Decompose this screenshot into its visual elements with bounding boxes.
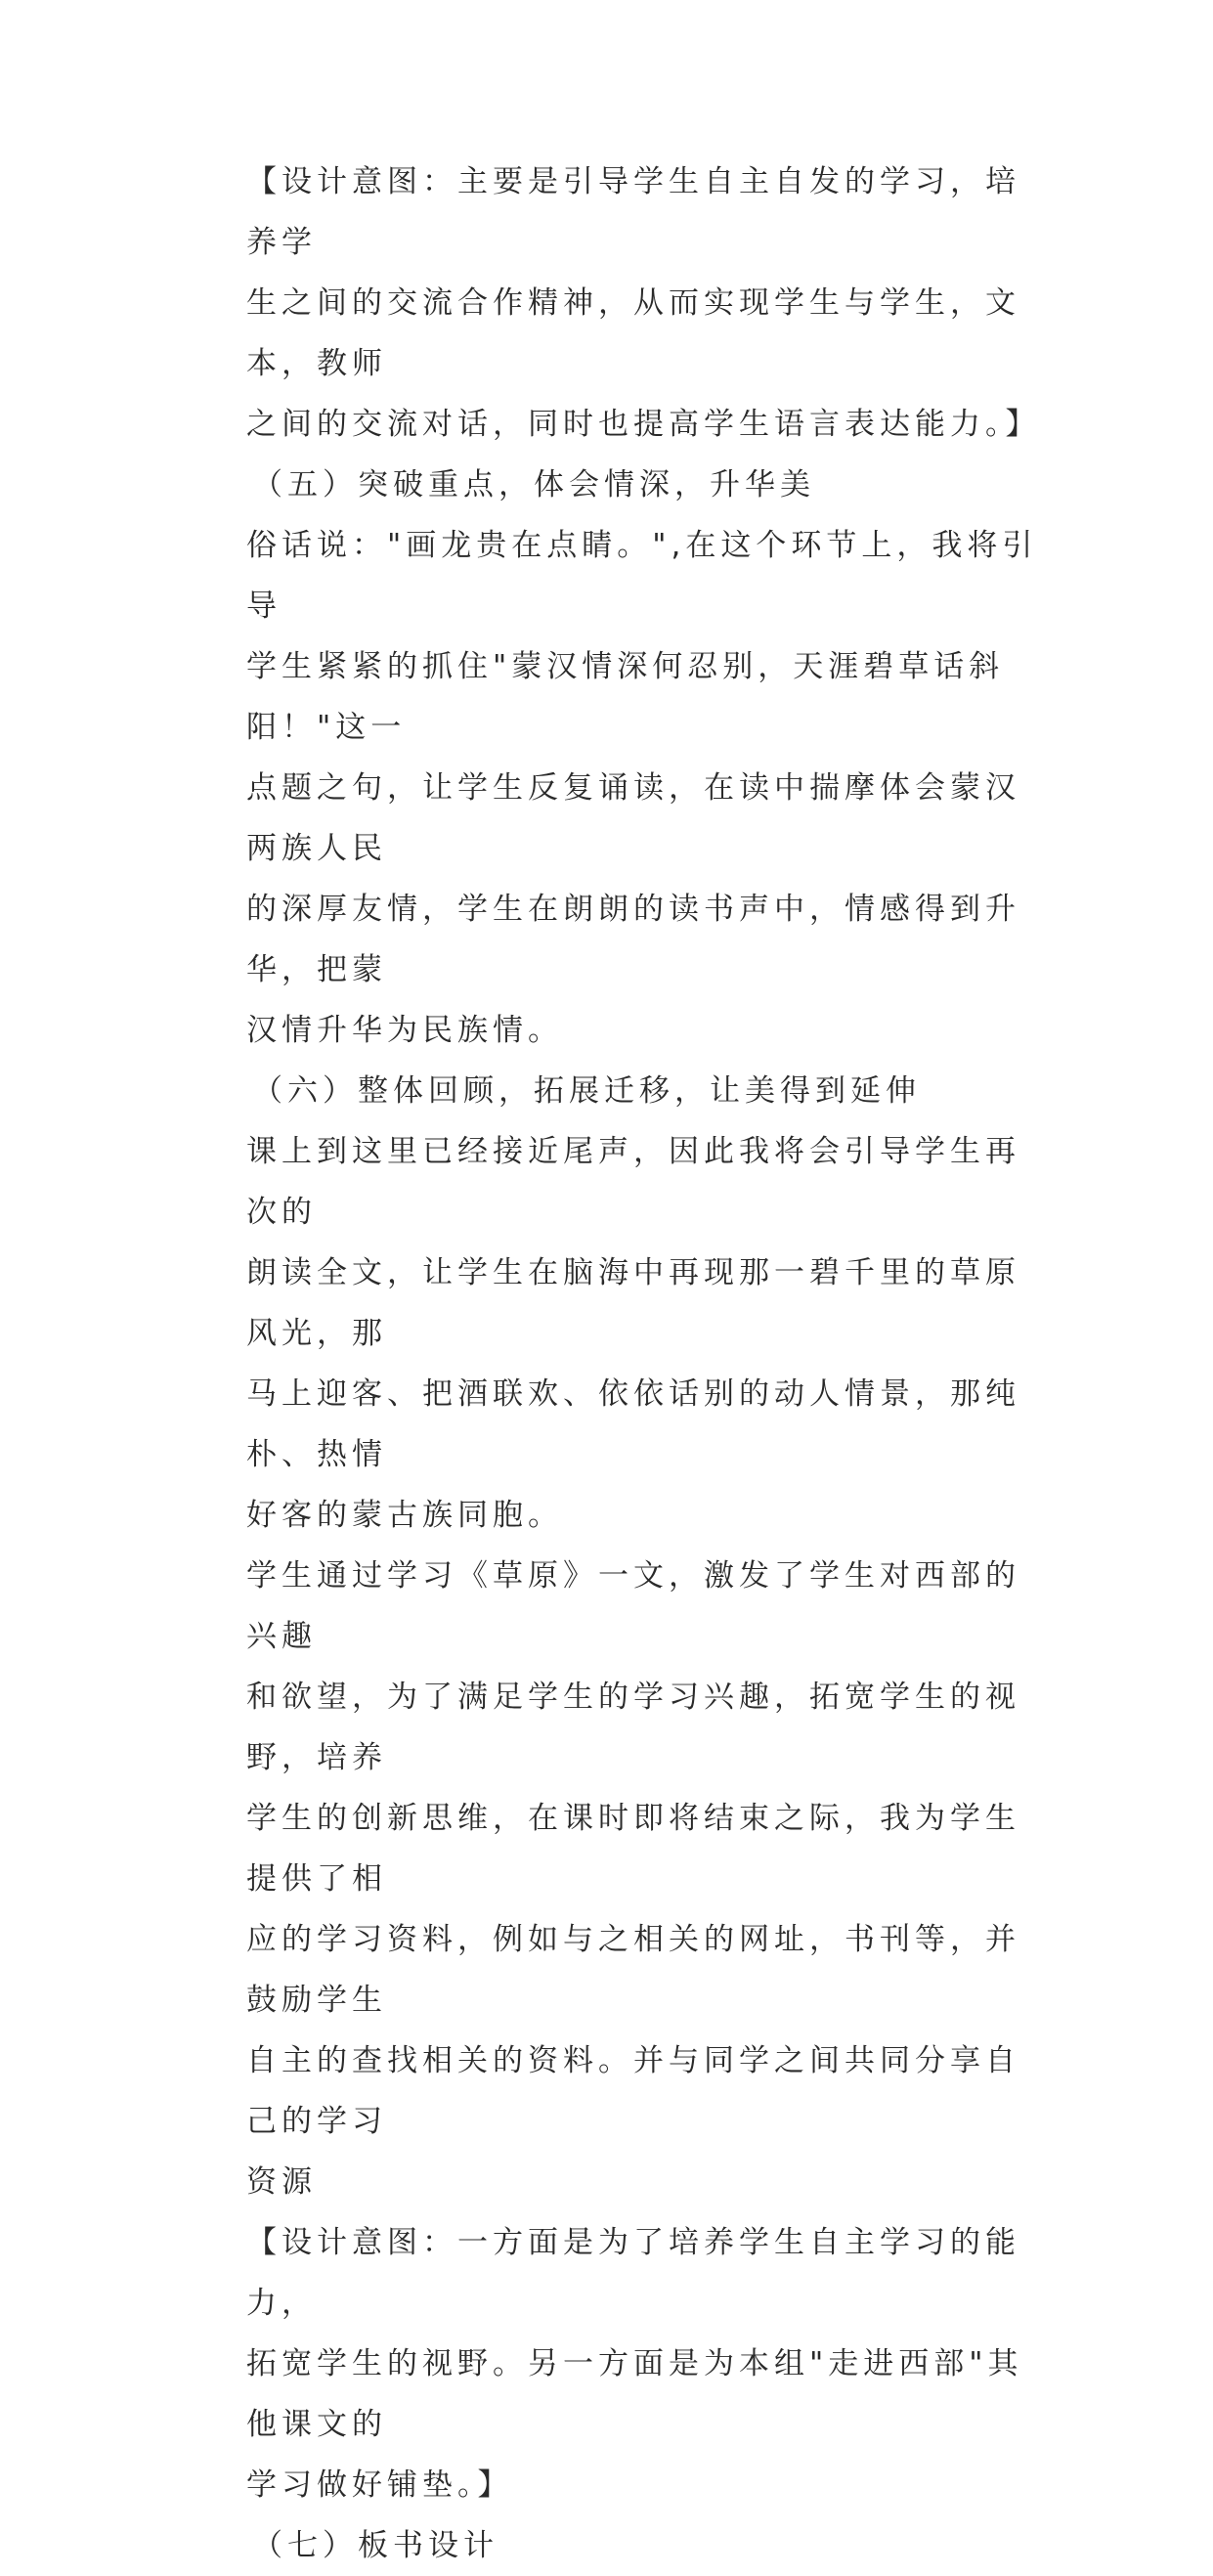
body-paragraph: 学生通过学习《草原》一文，激发了学生对西部的兴趣 和欲望，为了满足学生的学习兴趣，拓宽学生的视野，培养 学生的创新思维，在课时即将结束之际，我为学生提供了相 应的学习资料，例如与之相关的网址，书刊等，并鼓励学生 自主的查找相关的资料。并与同学之间共同分享自己的学习 资源 [246,1558,1020,2200]
body-paragraph: 课上到这里已经接近尾声，因此我将会引导学生再次的 朗读全文，让学生在脑海中再现那一碧千里的草原风光，那 马上迎客、把酒联欢、依依话别的动人情景，那纯朴、热情 好客的蒙古族同胞。 [246,1134,1020,1533]
section-heading-6: （六）整体回顾，拓展迁移，让美得到延伸 [252,1073,921,1109]
section-heading-7: （七）板书设计 [252,2528,498,2563]
body-paragraph: 俗话说："画龙贵在点睛。",在这个环节上，我将引导 学生紧紧的抓住"蒙汉情深何忍别，天涯碧草话斜阳！"这一 点题之句，让学生反复诵读，在读中揣摩体会蒙汉两族人民 的深厚友情，学生在朗朗的读书声中，情感得到升华，把蒙 汉情升华为民族情。 [246,528,1038,1048]
document-body [186,152,1046,2576]
design-intent-paragraph: 【设计意图：主要是引导学生自主自发的学习，培养学 生之间的交流合作精神，从而实现学生与学生，文本，教师 之间的交流对话，同时也提高学生语言表达能力。】 [246,164,1041,442]
design-intent-paragraph: 【设计意图：一方面是为了培养学生自主学习的能力， 拓宽学生的视野。另一方面是为本组"走进西部"其他课文的 学习做好铺垫。】 [246,2225,1023,2503]
section-heading-5: （五）突破重点，体会情深，升华美 [252,467,815,502]
